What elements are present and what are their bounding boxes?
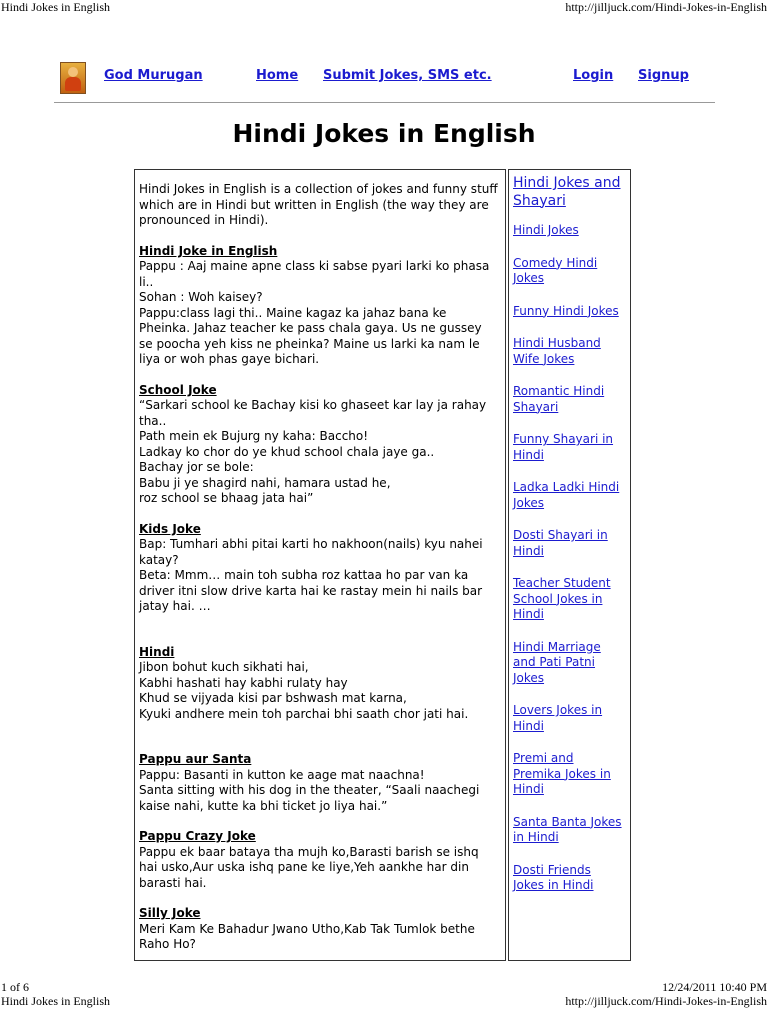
joke-line: Pappu: Basanti in kutton ke aage mat naachna! <box>139 767 425 782</box>
god-murugan-logo-icon[interactable] <box>60 62 86 94</box>
nav-link-signup[interactable]: Signup <box>638 68 689 83</box>
joke-line: Sohan : Woh kaisey? <box>139 290 263 304</box>
sidebar-link[interactable]: Dosti Shayari in Hindi <box>513 528 608 558</box>
joke-line: “Sarkari school ke Bachay kisi ko ghaseet kar lay ja rahay tha.. <box>139 398 487 428</box>
print-footer-datetime: 12/24/2011 10:40 PM <box>662 980 767 994</box>
top-navigation <box>60 62 715 102</box>
joke-line: Ladkay ko chor do ye khud school chala jaye ga.. <box>139 444 435 459</box>
nav-link-submit-jokes[interactable]: Submit Jokes, SMS etc. <box>323 68 492 83</box>
sidebar-heading-link[interactable]: Hindi Jokes and Shayari <box>513 175 621 209</box>
joke-line: Pappu : Aaj maine apne class ki sabse pyari larki ko phasa li.. <box>139 259 490 289</box>
sidebar-link[interactable]: Santa Banta Jokes in Hindi <box>513 814 622 844</box>
sidebar-link[interactable]: Lovers Jokes in Hindi <box>513 703 603 733</box>
sidebar-link[interactable]: Hindi Marriage and Pati Patni Jokes <box>513 639 601 685</box>
joke-line: Beta: Mmm… main toh subha roz kattaa ho par van ka driver itni slow drive karta hai ke rastay mein hi nails bar jatay hai. … <box>139 568 483 613</box>
joke-line: Meri Kam Ke Bahadur Jwano Utho,Kab Tak Tumlok bethe Raho Ho? <box>139 921 475 951</box>
print-footer-title: Hindi Jokes in English <box>1 994 111 1008</box>
print-header-title: Hindi Jokes in English <box>1 0 111 14</box>
joke-line: Path mein ek Bujurg ny kaha: Baccho! <box>139 429 369 443</box>
joke-line: Kyuki andhere mein toh parchai bhi saath chor jati hai. <box>139 706 469 721</box>
nav-link-login[interactable]: Login <box>573 68 614 83</box>
joke-title: Pappu aur Santa <box>139 752 252 766</box>
page-title: Hindi Jokes in English <box>232 119 536 148</box>
nav-link-god-murugan[interactable]: God Murugan <box>104 68 203 83</box>
joke-title: Silly Joke <box>139 906 201 920</box>
joke-section <box>139 383 499 507</box>
joke-line: Santa sitting with his dog in the theater, “Saali naachegi kaise nahi, kutte ka bhi ticket jo liya hai.” <box>139 783 480 813</box>
joke-line: Pappu:class lagi thi.. Maine kagaz ka jahaz bana ke Pheinka. Jahaz teacher ke pass chala gaya. Us ne gussey se poocha yeh kiss ne pheinka? Maine us larki ka nam le liya or woh phas gaye bichari. <box>139 305 482 366</box>
nav-link-home[interactable]: Home <box>256 68 299 83</box>
joke-title: Pappu Crazy Joke <box>139 829 256 843</box>
sidebar-link[interactable]: Premi and Premika Jokes in Hindi <box>513 751 611 796</box>
sidebar-link[interactable]: Hindi Jokes <box>513 223 579 237</box>
sidebar-link[interactable]: Hindi Husband Wife Jokes <box>513 336 601 366</box>
joke-section <box>139 522 499 615</box>
header-divider <box>54 102 715 103</box>
sidebar <box>513 175 625 911</box>
joke-line: Khud se vijyada kisi par bshwash mat karna, <box>139 691 407 705</box>
joke-section <box>139 906 499 953</box>
joke-line: Jibon bohut kuch sikhati hai, <box>139 660 309 674</box>
sidebar-link[interactable]: Romantic Hindi Shayari <box>513 384 605 414</box>
joke-line: Bachay jor se bole: <box>139 460 254 474</box>
sidebar-link[interactable]: Teacher Student School Jokes in Hindi <box>513 576 611 621</box>
joke-section <box>139 645 499 723</box>
sidebar-link[interactable]: Dosti Friends Jokes in Hindi <box>513 862 594 892</box>
print-footer-page: 1 of 6 <box>1 980 29 994</box>
joke-section <box>139 829 499 891</box>
jokes-content <box>139 182 499 953</box>
sidebar-link[interactable]: Funny Hindi Jokes <box>513 303 619 318</box>
joke-line: Pappu ek baar bataya tha mujh ko,Barasti barish se ishq hai usko,Aur uska ishq pane ke liye,Yeh aankhe har din barasti hai. <box>139 844 479 890</box>
joke-line: roz school se bhaag jata hai” <box>139 491 314 505</box>
sidebar-link[interactable]: Comedy Hindi Jokes <box>513 255 598 285</box>
print-footer-url: http://jilljuck.com/Hindi-Jokes-in-English <box>565 994 767 1008</box>
joke-line: Bap: Tumhari abhi pitai karti ho nakhoon(nails) kyu nahei katay? <box>139 537 483 567</box>
sidebar-link[interactable]: Funny Shayari in Hindi <box>513 432 614 462</box>
joke-title: School Joke <box>139 382 217 397</box>
intro-text: Hindi Jokes in English is a collection of jokes and funny stuff which are in Hindi but written in English (the way they are pronounced in Hindi). <box>139 182 498 227</box>
joke-title: Hindi Joke in English <box>139 243 278 258</box>
joke-title: Hindi <box>139 644 175 659</box>
joke-line: Babu ji ye shagird nahi, hamara ustad he, <box>139 475 391 490</box>
print-header-url: http://jilljuck.com/Hindi-Jokes-in-English <box>565 0 767 14</box>
sidebar-link[interactable]: Ladka Ladki Hindi Jokes <box>513 480 620 510</box>
joke-line: Kabhi hashati hay kabhi rulaty hay <box>139 675 348 690</box>
joke-section <box>139 752 499 814</box>
joke-title: Kids Joke <box>139 521 201 536</box>
joke-section <box>139 244 499 368</box>
